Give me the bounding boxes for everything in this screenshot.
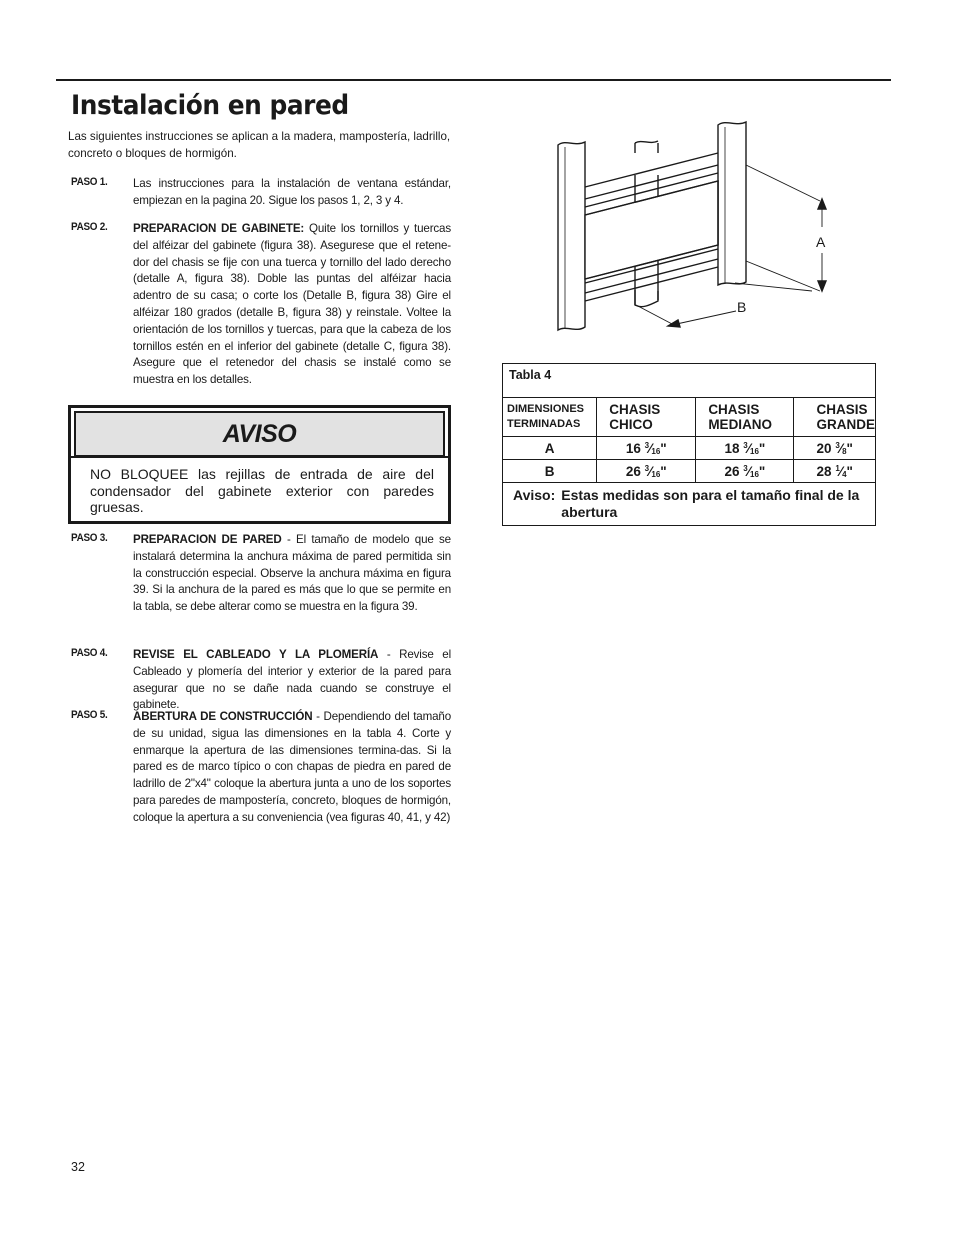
table-header-chico: CHASIS CHICO bbox=[597, 398, 696, 437]
step-text: REVISE EL CABLEADO Y LA PLOMERÍA - Revise el Cableado y plomería del interior y exterior de la pared para asegurar que no se dañe nada cuando se construye el gabinete. bbox=[133, 648, 451, 712]
step-5 bbox=[71, 709, 451, 827]
top-rule bbox=[56, 79, 891, 81]
dimension-label-b: B bbox=[737, 299, 747, 315]
table-row bbox=[503, 460, 876, 483]
table-cell: 26 $^3⁄_{16}$" bbox=[597, 460, 696, 483]
table-cell: 28 $^1⁄_4$" bbox=[794, 460, 876, 483]
row-label: A bbox=[503, 437, 597, 460]
table-cell: 20 $^3⁄_8$" bbox=[794, 437, 876, 460]
notice-divider bbox=[71, 456, 448, 458]
notice-box bbox=[68, 405, 451, 524]
dimensions-table bbox=[502, 363, 876, 526]
notice-text: NO BLOQUEE las rejillas de entrada de aire del condensador del gabinete exterior con paredes gruesas. bbox=[90, 466, 434, 515]
step-text: ABERTURA DE CONSTRUCCIÓN - Dependiendo del tamaño de su unidad, sigua las dimensiones en la tabla 4. Corte y enmarque la apertura de las dimensiones termina-das. Si la pared es de marco típico o con chapas de piedra en pared de ladrillo de 2"x4" coloque la abertura junta a uno de los soportes para paredes de mampostería, concreto, bloques de hormigón, coloque la apertura a su conveniencia (vea figuras 40, 41, y 42) bbox=[133, 710, 452, 824]
table-header-mediano: CHASIS MEDIANO bbox=[696, 398, 794, 437]
step-label: PASO 5. bbox=[71, 709, 108, 721]
table-header-row bbox=[503, 398, 876, 437]
step-2 bbox=[71, 221, 451, 389]
wall-frame-opening-diagram-icon bbox=[550, 115, 840, 335]
intro-paragraph: Las siguientes instrucciones se aplican a la madera, mampostería, ladrillo, concreto o bloques de hormigón. bbox=[68, 130, 451, 160]
step-label: PASO 3. bbox=[71, 532, 108, 544]
table-header-dimensions: DIMENSIONES TERMINADAS bbox=[503, 398, 597, 437]
step-text: Las instrucciones para la instalación de ventana estándar, empiezan en la pagina 20. Sigue los pasos 1, 2, 3 y 4. bbox=[133, 177, 451, 207]
table-cell: 18 $^3⁄_{16}$" bbox=[696, 437, 794, 460]
table-cell: 26 $^3⁄_{16}$" bbox=[696, 460, 794, 483]
row-label: B bbox=[503, 460, 597, 483]
notice-header bbox=[74, 411, 445, 457]
table-row bbox=[503, 437, 876, 460]
dimension-label-a: A bbox=[816, 234, 826, 250]
table-note: Aviso: Estas medidas son para el tamaño final de la abertura bbox=[503, 483, 876, 526]
page-title: Instalación en pared bbox=[71, 90, 349, 121]
step-text: PREPARACION DE PARED - El tamaño de modelo que se instalará determina la anchura máxima de pared permitida sin la construcción especial. Observe la anchura máxima en figura 39. Si la anchura de la pared es más que lo que se permite en la tabla, se debe alterar como se muestra en la figura 39. bbox=[133, 533, 451, 614]
step-4 bbox=[71, 647, 451, 714]
notice-title: AVISO bbox=[222, 419, 297, 448]
step-1 bbox=[71, 176, 451, 210]
table-cell: 16 $^3⁄_{16}$" bbox=[597, 437, 696, 460]
page-number: 32 bbox=[71, 1160, 85, 1174]
step-text: PREPARACION DE GABINETE: Quite los tornillos y tuercas del alféizar del gabinete (figura 38). Asegurese que el retene-dor del chasis se fije con una tuerca y tornillo del lado derecho (detalle A, figura 38). Doble las puntas del alféizar hacia adentro de su casa; o corte los (Detalle B, figura 38) Gire el alféizar 180 grados (detalle B, figura 38) y reinstale. Voltee la orientación de los tornillos y tuercas, para que la cabeza de los tornillos estén en el inferior del gabinete (detalle C, figura 38). Asegure que el retenedor del chasis se instalé como se muestra en los detalles. bbox=[133, 222, 452, 387]
table-header-grande: CHASIS GRANDE bbox=[794, 398, 876, 437]
step-label: PASO 1. bbox=[71, 176, 108, 188]
step-3 bbox=[71, 532, 451, 616]
table-caption: Tabla 4 bbox=[503, 364, 876, 398]
step-label: PASO 2. bbox=[71, 221, 108, 233]
step-label: PASO 4. bbox=[71, 647, 108, 659]
